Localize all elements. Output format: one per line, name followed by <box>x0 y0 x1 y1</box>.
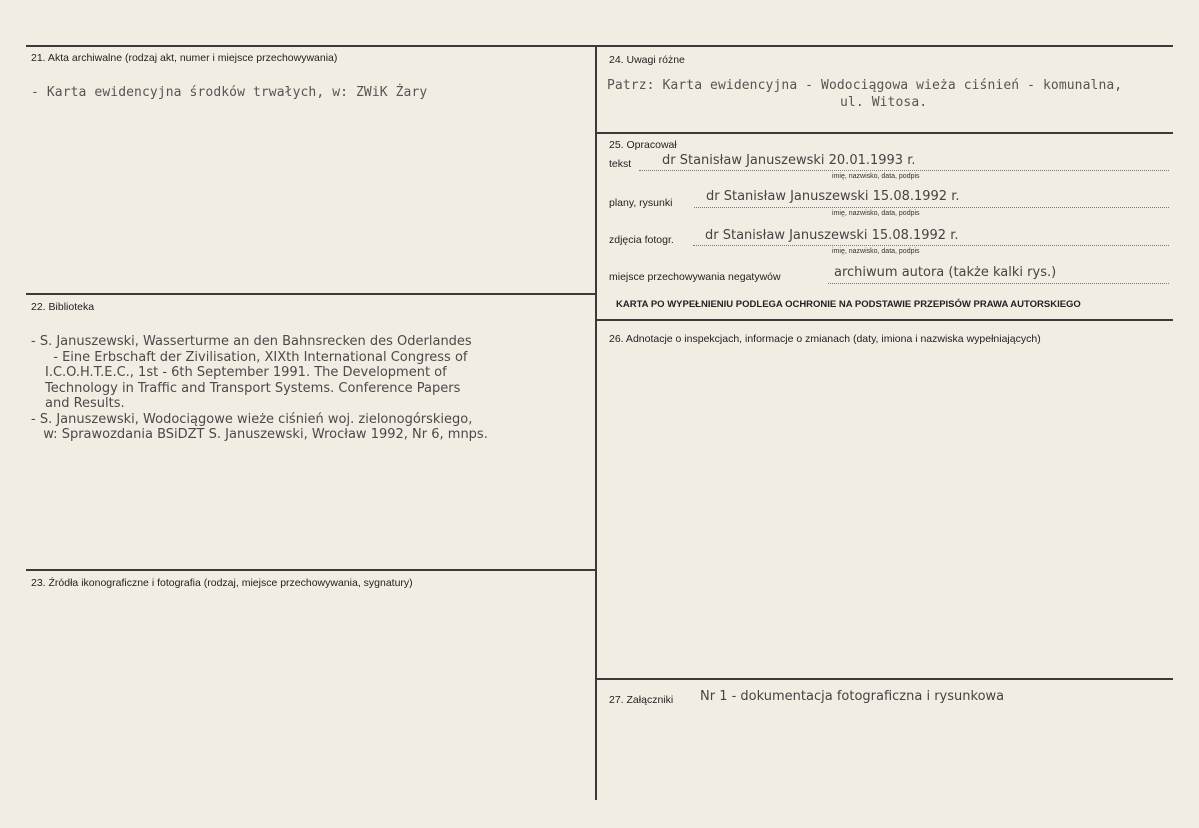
bibliography-list <box>31 334 488 443</box>
rule-26-27 <box>596 678 1173 680</box>
section-24-line1: Patrz: Karta ewidencyjna - Wodociągowa wieża ciśnień - komunalna, <box>607 78 1123 93</box>
bib-line: and Results. <box>45 396 125 411</box>
rule-24-25 <box>596 132 1173 134</box>
text-author-value: dr Stanisław Januszewski 20.01.1993 r. <box>662 153 916 168</box>
negatives-value: archiwum autora (także kalki rys.) <box>834 265 1057 280</box>
rule-22-23 <box>26 569 596 571</box>
section-21-label: 21. Akta archiwalne (rodzaj akt, numer i miejsce przechowywania) <box>31 52 338 64</box>
negatives-label: miejsce przechowywania negatywów <box>609 271 781 283</box>
text-author-line <box>639 170 1169 171</box>
bib-line: - Eine Erbschaft der Zivilisation, XIXth International Congress of <box>45 349 468 365</box>
text-author-label: tekst <box>609 158 632 170</box>
text-author-hint: imię, nazwisko, data, podpis <box>832 173 920 180</box>
plans-author-hint: imię, nazwisko, data, podpis <box>832 210 920 217</box>
section-27-value: Nr 1 - dokumentacja fotograficzna i rysunkowa <box>700 689 1005 704</box>
vertical-divider <box>595 45 597 800</box>
section-25-label: 25. Opracował <box>609 139 677 151</box>
copyright-notice: KARTA PO WYPEŁNIENIU PODLEGA OCHRONIE NA PODSTAWIE PRZEPISÓW PRAWA AUTORSKIEGO <box>616 299 1081 310</box>
section-26-label: 26. Adnotacje o inspekcjach, informacje o zmianach (daty, imiona i nazwiska wypełniających) <box>609 333 1041 345</box>
bib-line: w: Sprawozdania BSiDZT S. Januszewski, Wrocław 1992, Nr 6, mnps. <box>35 427 488 442</box>
photos-author-line <box>693 245 1169 246</box>
rule-21-22 <box>26 293 596 295</box>
top-rule <box>26 45 1173 47</box>
photos-author-value: dr Stanisław Januszewski 15.08.1992 r. <box>705 228 959 243</box>
section-24-label: 24. Uwagi różne <box>609 54 685 66</box>
plans-author-label: plany, rysunki <box>609 197 673 209</box>
photos-author-label: zdjęcia fotogr. <box>609 234 674 246</box>
section-21-entry: - Karta ewidencyjna środków trwałych, w: ZWiK Żary <box>31 85 428 100</box>
negatives-line <box>828 283 1169 284</box>
photos-author-hint: imię, nazwisko, data, podpis <box>832 248 920 255</box>
section-27-label: 27. Załączniki <box>609 694 674 706</box>
plans-author-line <box>694 207 1169 208</box>
section-22-label: 22. Biblioteka <box>31 301 95 313</box>
bib-line: - S. Januszewski, Wasserturme an den Bahnsrecken des Oderlandes <box>31 334 472 349</box>
bib-line: I.C.O.H.T.E.C., 1st - 6th September 1991. The Development of <box>45 365 447 380</box>
section-23-label: 23. Źródła ikonograficzne i fotografia (rodzaj, miejsce przechowywania, sygnatury) <box>31 577 413 589</box>
bib-line: - S. Januszewski, Wodociągowe wieże ciśnień woj. zielonogórskiego, <box>31 411 473 427</box>
rule-25-26 <box>596 319 1173 321</box>
bib-line: Technology in Traffic and Transport Systems. Conference Papers <box>45 380 461 396</box>
plans-author-value: dr Stanisław Januszewski 15.08.1992 r. <box>706 189 960 204</box>
section-24-line2: ul. Witosa. <box>840 95 928 110</box>
